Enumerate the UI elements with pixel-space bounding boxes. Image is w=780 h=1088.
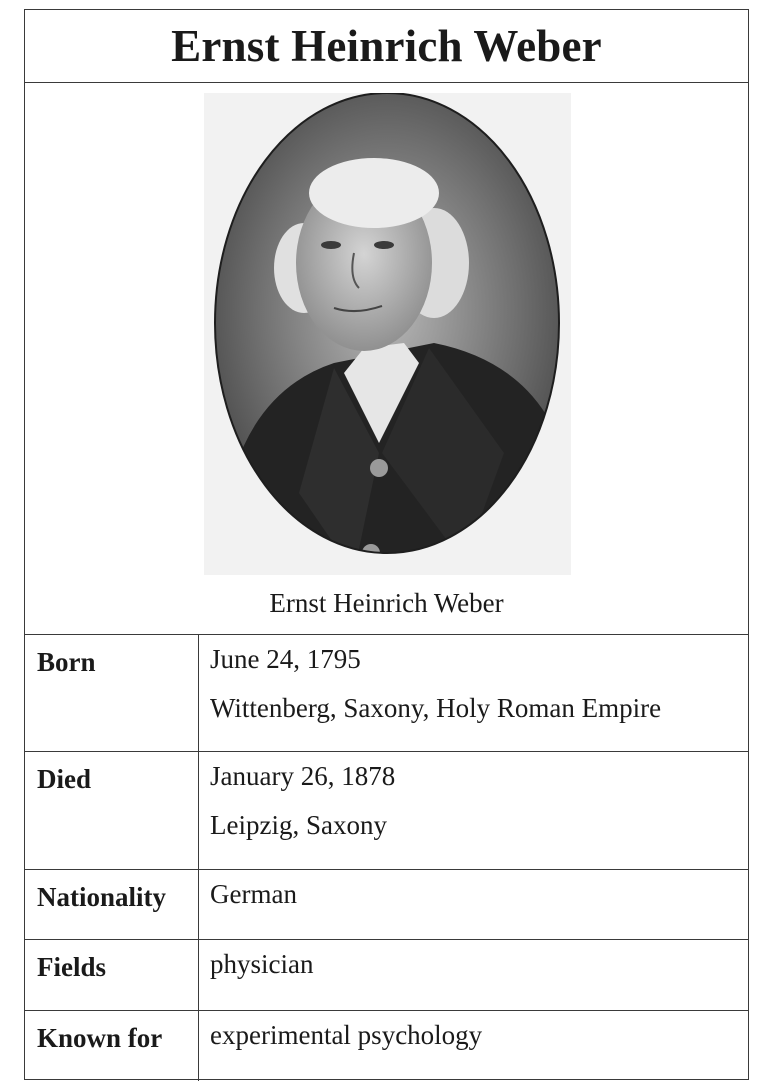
died-place: Leipzig, Saxony <box>210 810 387 840</box>
portrait-image <box>204 93 571 575</box>
born-label: Born <box>37 647 96 677</box>
row-died <box>25 752 748 870</box>
known-for-label: Known for <box>37 1023 163 1053</box>
nationality-label: Nationality <box>37 882 167 912</box>
row-nationality <box>25 870 748 940</box>
row-born <box>25 635 748 752</box>
row-fields <box>25 940 748 1011</box>
known-for-value: experimental psychology <box>210 1020 483 1050</box>
died-label: Died <box>37 764 91 794</box>
portrait-caption: Ernst Heinrich Weber <box>269 588 504 618</box>
fields-value: physician <box>210 949 314 979</box>
nationality-value: German <box>210 879 297 909</box>
row-known-for <box>25 1011 748 1081</box>
infobox-title: Ernst Heinrich Weber <box>25 10 748 83</box>
infobox <box>24 9 749 1080</box>
portrait-cell <box>25 83 748 635</box>
fields-label: Fields <box>37 952 107 982</box>
born-date: June 24, 1795 <box>210 644 361 674</box>
died-date: January 26, 1878 <box>210 761 396 791</box>
born-place: Wittenberg, Saxony, Holy Roman Empire <box>210 693 662 723</box>
